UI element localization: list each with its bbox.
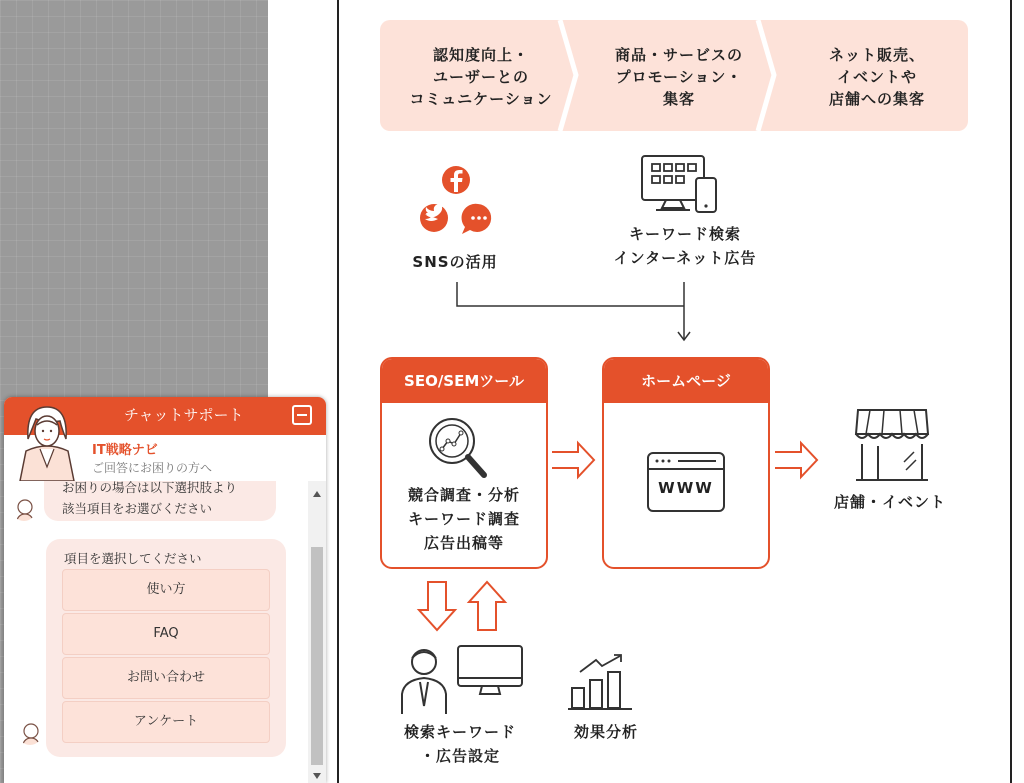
step-promotion: 商品・サービスの プロモーション・ 集客: [614, 46, 743, 108]
chat-message-bubble: [44, 481, 276, 521]
step-sales: ネット販売、 イベントや 店舗への集客: [828, 46, 925, 108]
operator-small-avatar-icon-2: [18, 721, 42, 745]
chat-title: チャットサポート: [124, 406, 244, 424]
chat-options-bubble: [46, 539, 286, 757]
magnifier-chart-icon: [424, 413, 504, 483]
chat-scrollbar[interactable]: [308, 481, 326, 783]
option-faq-button[interactable]: FAQ: [62, 613, 270, 655]
arrow-right-1: [550, 440, 596, 480]
chat-message-text: お困りの場合は以下選択肢より 該当項目をお選びください: [62, 481, 238, 516]
sns-label: SNSの活用: [412, 253, 498, 271]
arrow-right-2: [773, 440, 819, 480]
keyword-label: キーワード検索 インターネット広告: [613, 225, 757, 267]
chat-prompt-text: 項目を選択してください: [64, 551, 202, 566]
up-down-arrows: [416, 580, 512, 634]
seo-sem-title: SEO/SEMツール: [382, 359, 546, 403]
option-usage-button[interactable]: 使い方: [62, 569, 270, 611]
operator-subtitle: ご回答にお困りの方へ: [92, 461, 213, 475]
www-text: WWW: [658, 479, 714, 497]
operator-avatar: [12, 401, 82, 483]
chat-operator-info: [84, 435, 326, 481]
scroll-up-icon[interactable]: [313, 491, 321, 497]
operator-name: IT戦略ナビ: [92, 443, 158, 458]
storefront-icon: [850, 406, 934, 484]
chat-messages[interactable]: [4, 481, 308, 783]
seo-sem-label: 競合調査・分析 キーワード調査 広告出稿等: [407, 486, 520, 552]
computer-icon: [638, 152, 722, 218]
minimize-icon[interactable]: [292, 405, 312, 425]
scroll-down-icon[interactable]: [313, 773, 321, 779]
sns-icons: [412, 160, 502, 240]
person-monitor-icon: [396, 642, 526, 718]
chat-bubble-icon: [462, 204, 492, 234]
scroll-thumb[interactable]: [311, 547, 323, 765]
analysis-label: 効果分析: [573, 723, 638, 741]
twitter-icon: [420, 204, 448, 232]
facebook-icon: [442, 166, 470, 194]
connector-lines: [440, 280, 700, 346]
option-contact-button[interactable]: お問い合わせ: [62, 657, 270, 699]
seo-sem-box: [380, 357, 548, 569]
bar-growth-icon: [566, 652, 638, 712]
option-survey-button[interactable]: アンケート: [62, 701, 270, 743]
divider-right: [1010, 0, 1012, 783]
divider-left: [337, 0, 339, 783]
keyword-setting-label: 検索キーワード ・広告設定: [403, 723, 516, 765]
store-label: 店舗・イベント: [833, 493, 946, 511]
homepage-box: [602, 357, 770, 569]
operator-small-avatar-icon: [12, 497, 36, 521]
homepage-title: ホームページ: [604, 359, 768, 403]
chat-support-widget: [4, 397, 326, 783]
step-awareness: 認知度向上・ ユーザーとの コミュニケーション: [409, 46, 553, 108]
